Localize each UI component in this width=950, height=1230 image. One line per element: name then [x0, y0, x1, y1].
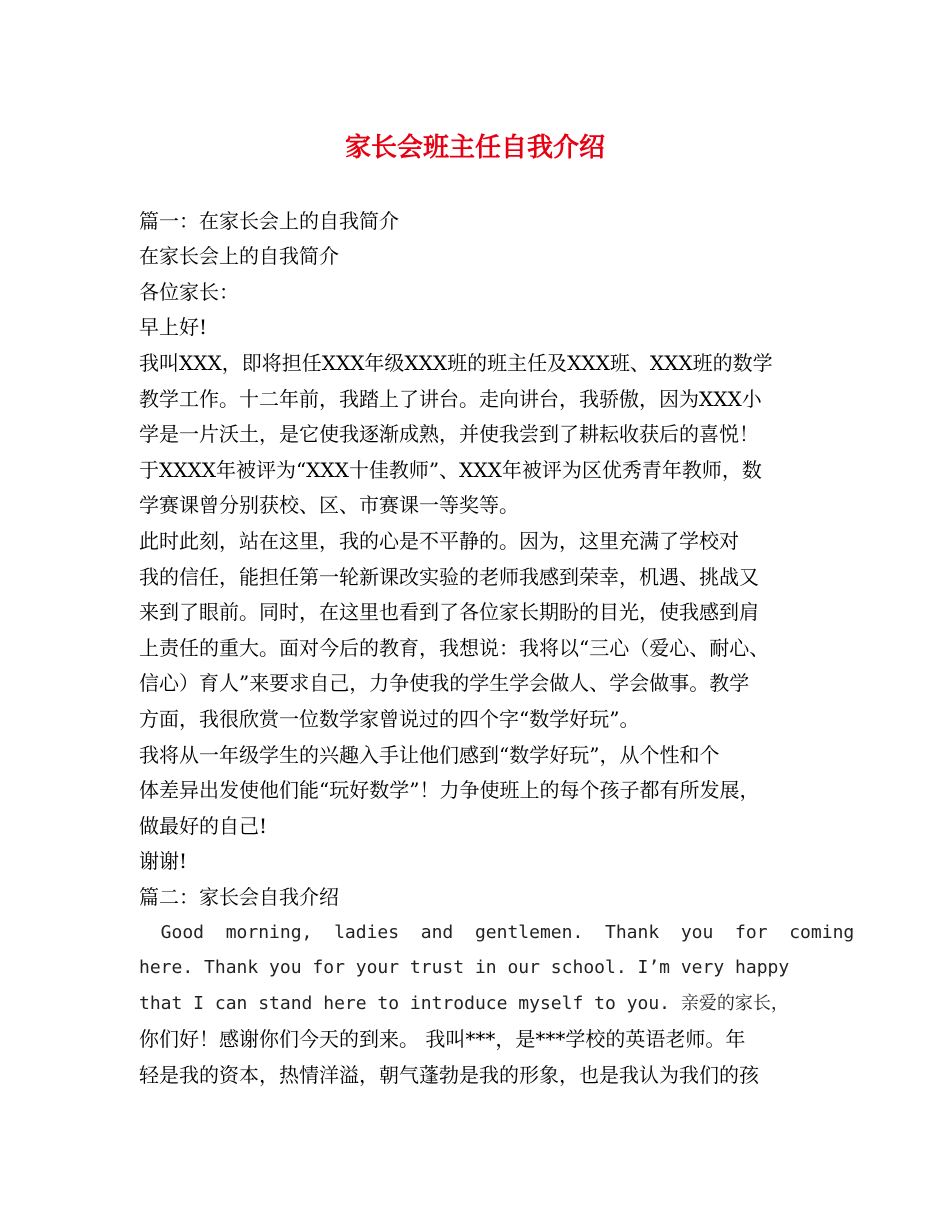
text-line: here. Thank you for your trust in our school. I’m very happy [139, 957, 790, 978]
text-line: 做最好的自己! [139, 814, 268, 838]
text-line: 教学工作。十二年前，我踏上了讲台。走向讲台，我骄傲，因为XXX小 [139, 387, 762, 411]
text-line: 篇二：家长会自我介绍 [139, 885, 339, 909]
text-line: 我叫XXX，即将担任XXX年级XXX班的班主任及XXX班、XXX班的数学 [139, 351, 773, 375]
text-line: Good morning, ladies and gentlemen. Thank you for coming [139, 922, 855, 943]
text-line: 在家长会上的自我简介 [139, 244, 339, 268]
text-line: 学是一片沃土，是它使我逐渐成熟，并使我尝到了耕耘收获后的喜悦！ [139, 422, 759, 446]
text-line: 体差异出发使他们能“玩好数学”！力争使班上的每个孩子都有所发展， [139, 778, 760, 802]
text-line: 上责任的重大。面对今后的教育，我想说：我将以“三心（爱心、耐心、 [139, 636, 770, 660]
text-line: 各位家长： [139, 280, 239, 304]
text-line: 信心）育人”来要求自己，力争使我的学生学会做人、学会做事。教学 [139, 671, 750, 695]
text-line: that I can stand here to introduce myself to you. 亲爱的家长， [139, 993, 789, 1014]
text-line: 方面，我很欣赏一位数学家曾说过的四个字“数学好玩”。 [139, 707, 640, 731]
text-line: 早上好! [139, 315, 208, 339]
text-line: 你们好！感谢你们今天的到来。 我叫***，是***学校的英语老师。年 [139, 1027, 746, 1051]
text-line: 谢谢! [139, 849, 188, 873]
text-line: 我将从一年级学生的兴趣入手让他们感到“数学好玩”，从个性和个 [139, 743, 720, 767]
text-line: 此时此刻，站在这里，我的心是不平静的。因为，这里充满了学校对 [139, 529, 739, 553]
text-line: 篇一：在家长会上的自我简介 [139, 209, 399, 233]
document-title: 家长会班主任自我介绍 [344, 133, 605, 163]
text-line: 学赛课曾分别获校、区、市赛课一等奖等。 [139, 493, 519, 517]
text-line: 来到了眼前。同时，在这里也看到了各位家长期盼的目光，使我感到肩 [139, 600, 759, 624]
text-line: 我的信任，能担任第一轮新课改实验的老师我感到荣幸，机遇、挑战又 [139, 565, 759, 589]
text-line: 于XXXX年被评为“XXX十佳教师”、XXX年被评为区优秀青年教师，数 [139, 458, 762, 482]
text-line: 轻是我的资本，热情洋溢，朝气蓬勃是我的形象，也是我认为我们的孩 [139, 1063, 759, 1087]
